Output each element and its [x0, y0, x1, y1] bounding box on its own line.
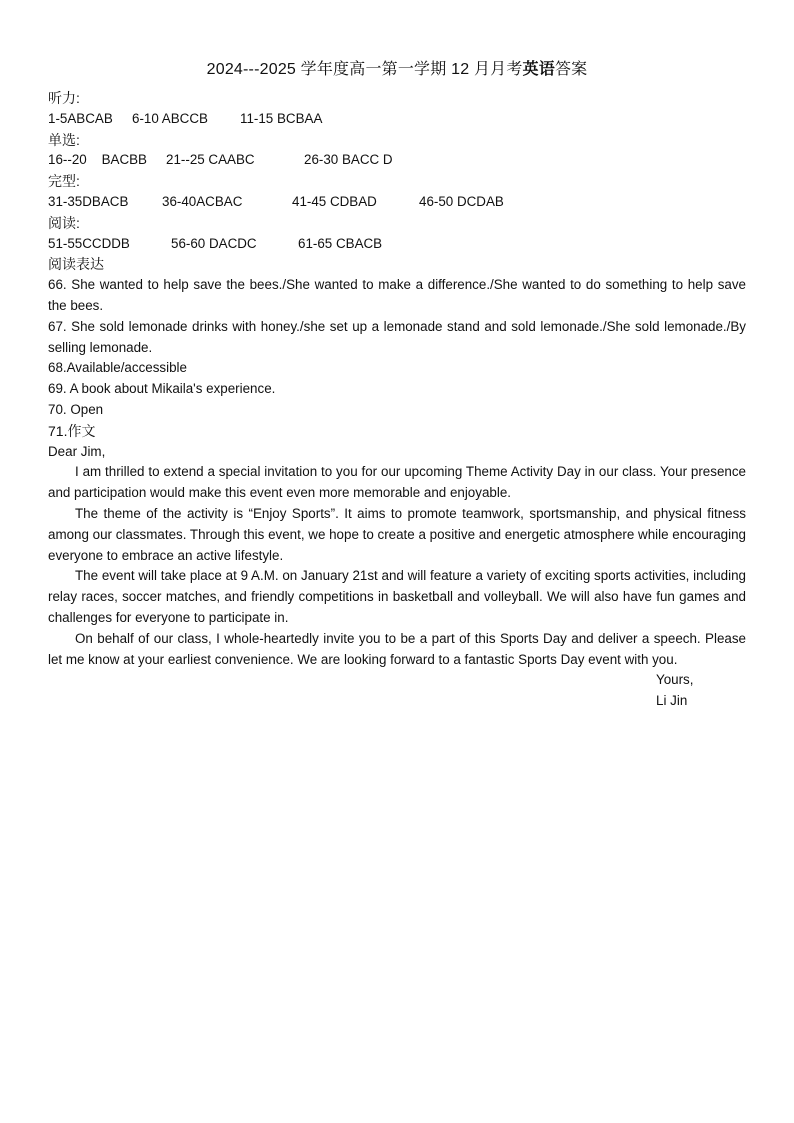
answer-68: 68.Available/accessible: [48, 360, 187, 376]
letter-closing: Yours,: [656, 672, 694, 688]
single-choice-answers: [48, 150, 746, 171]
letter-paragraph: I am thrilled to extend a special invitation to you for our upcoming Theme Activity Day in our class. Your presence and participation would make this event even more memorable and enjoyable.: [48, 464, 746, 501]
answer-group: 6-10 ABCCB: [132, 110, 208, 126]
answer-group: 21--25 CAABC: [166, 152, 255, 168]
listening-answers: [48, 109, 746, 130]
answer-70: 70. Open: [48, 401, 104, 417]
document-title: [48, 56, 746, 84]
answer-67: 67. She sold lemonade drinks with honey./she set up a lemonade stand and sold lemonade./She sold lemonade./By selling lemonade.: [48, 318, 746, 355]
answer-group: 11-15 BCBAA: [240, 110, 323, 126]
answer-group: 41-45 CDBAD: [292, 193, 377, 209]
title-suffix: 答案: [554, 61, 588, 78]
answer-group: 31-35DBACB: [48, 193, 129, 209]
answer-key-document: [48, 56, 746, 712]
reading-answers: [48, 234, 746, 255]
answer-69: 69. A book about Mikaila's experience.: [48, 381, 276, 397]
answer-group: 36-40ACBAC: [162, 193, 243, 209]
answer-group: 56-60 DACDC: [171, 235, 257, 251]
writing-label: 71.作文: [48, 422, 96, 439]
letter-paragraph: The theme of the activity is “Enjoy Sports”. It aims to promote teamwork, sportsmanship, and physical fitness among our classmates. Through this event, we hope to create a positive and energetic atmosphere while encouraging everyone to embrace an active lifestyle.: [48, 505, 746, 563]
cloze-label: 完型:: [48, 173, 80, 190]
letter-paragraph: The event will take place at 9 A.M. on January 21st and will feature a variety of exciting sports activities, including relay races, soccer matches, and friendly competitions in basketball and volleyball. We will also have fun games and challenges for everyone to participate in.: [48, 568, 746, 625]
listening-label: 听力:: [48, 90, 80, 106]
answer-group: 26-30 BACC D: [304, 152, 393, 168]
answer-group: 46-50 DCDAB: [419, 193, 504, 209]
single-choice-label: 单选:: [48, 131, 80, 148]
answer-group: 16--20 BACBB: [48, 152, 147, 168]
letter-signature: Li Jin: [656, 693, 688, 709]
reading-label: 阅读:: [48, 214, 80, 231]
letter-greeting: Dear Jim,: [48, 443, 106, 459]
answer-group: 61-65 CBACB: [298, 235, 383, 251]
answer-66: 66. She wanted to help save the bees./She wanted to make a difference./She wanted to do something to help save the bees.: [48, 277, 746, 313]
answer-group: 51-55CCDDB: [48, 235, 130, 251]
title-prefix: 2024---2025 学年度高一第一学期 12 月月考: [206, 61, 523, 78]
cloze-answers: [48, 192, 746, 213]
answer-group: 1-5ABCAB: [48, 110, 113, 126]
title-subject: 英语: [522, 61, 555, 78]
letter-paragraph: On behalf of our class, I whole-heartedly invite you to be a part of this Sports Day and deliver a speech. Please let me know at your earliest convenience. We are looking forward to a fantastic Sports Day event with you.: [48, 630, 746, 667]
reading-expression-label: 阅读表达: [48, 256, 104, 273]
